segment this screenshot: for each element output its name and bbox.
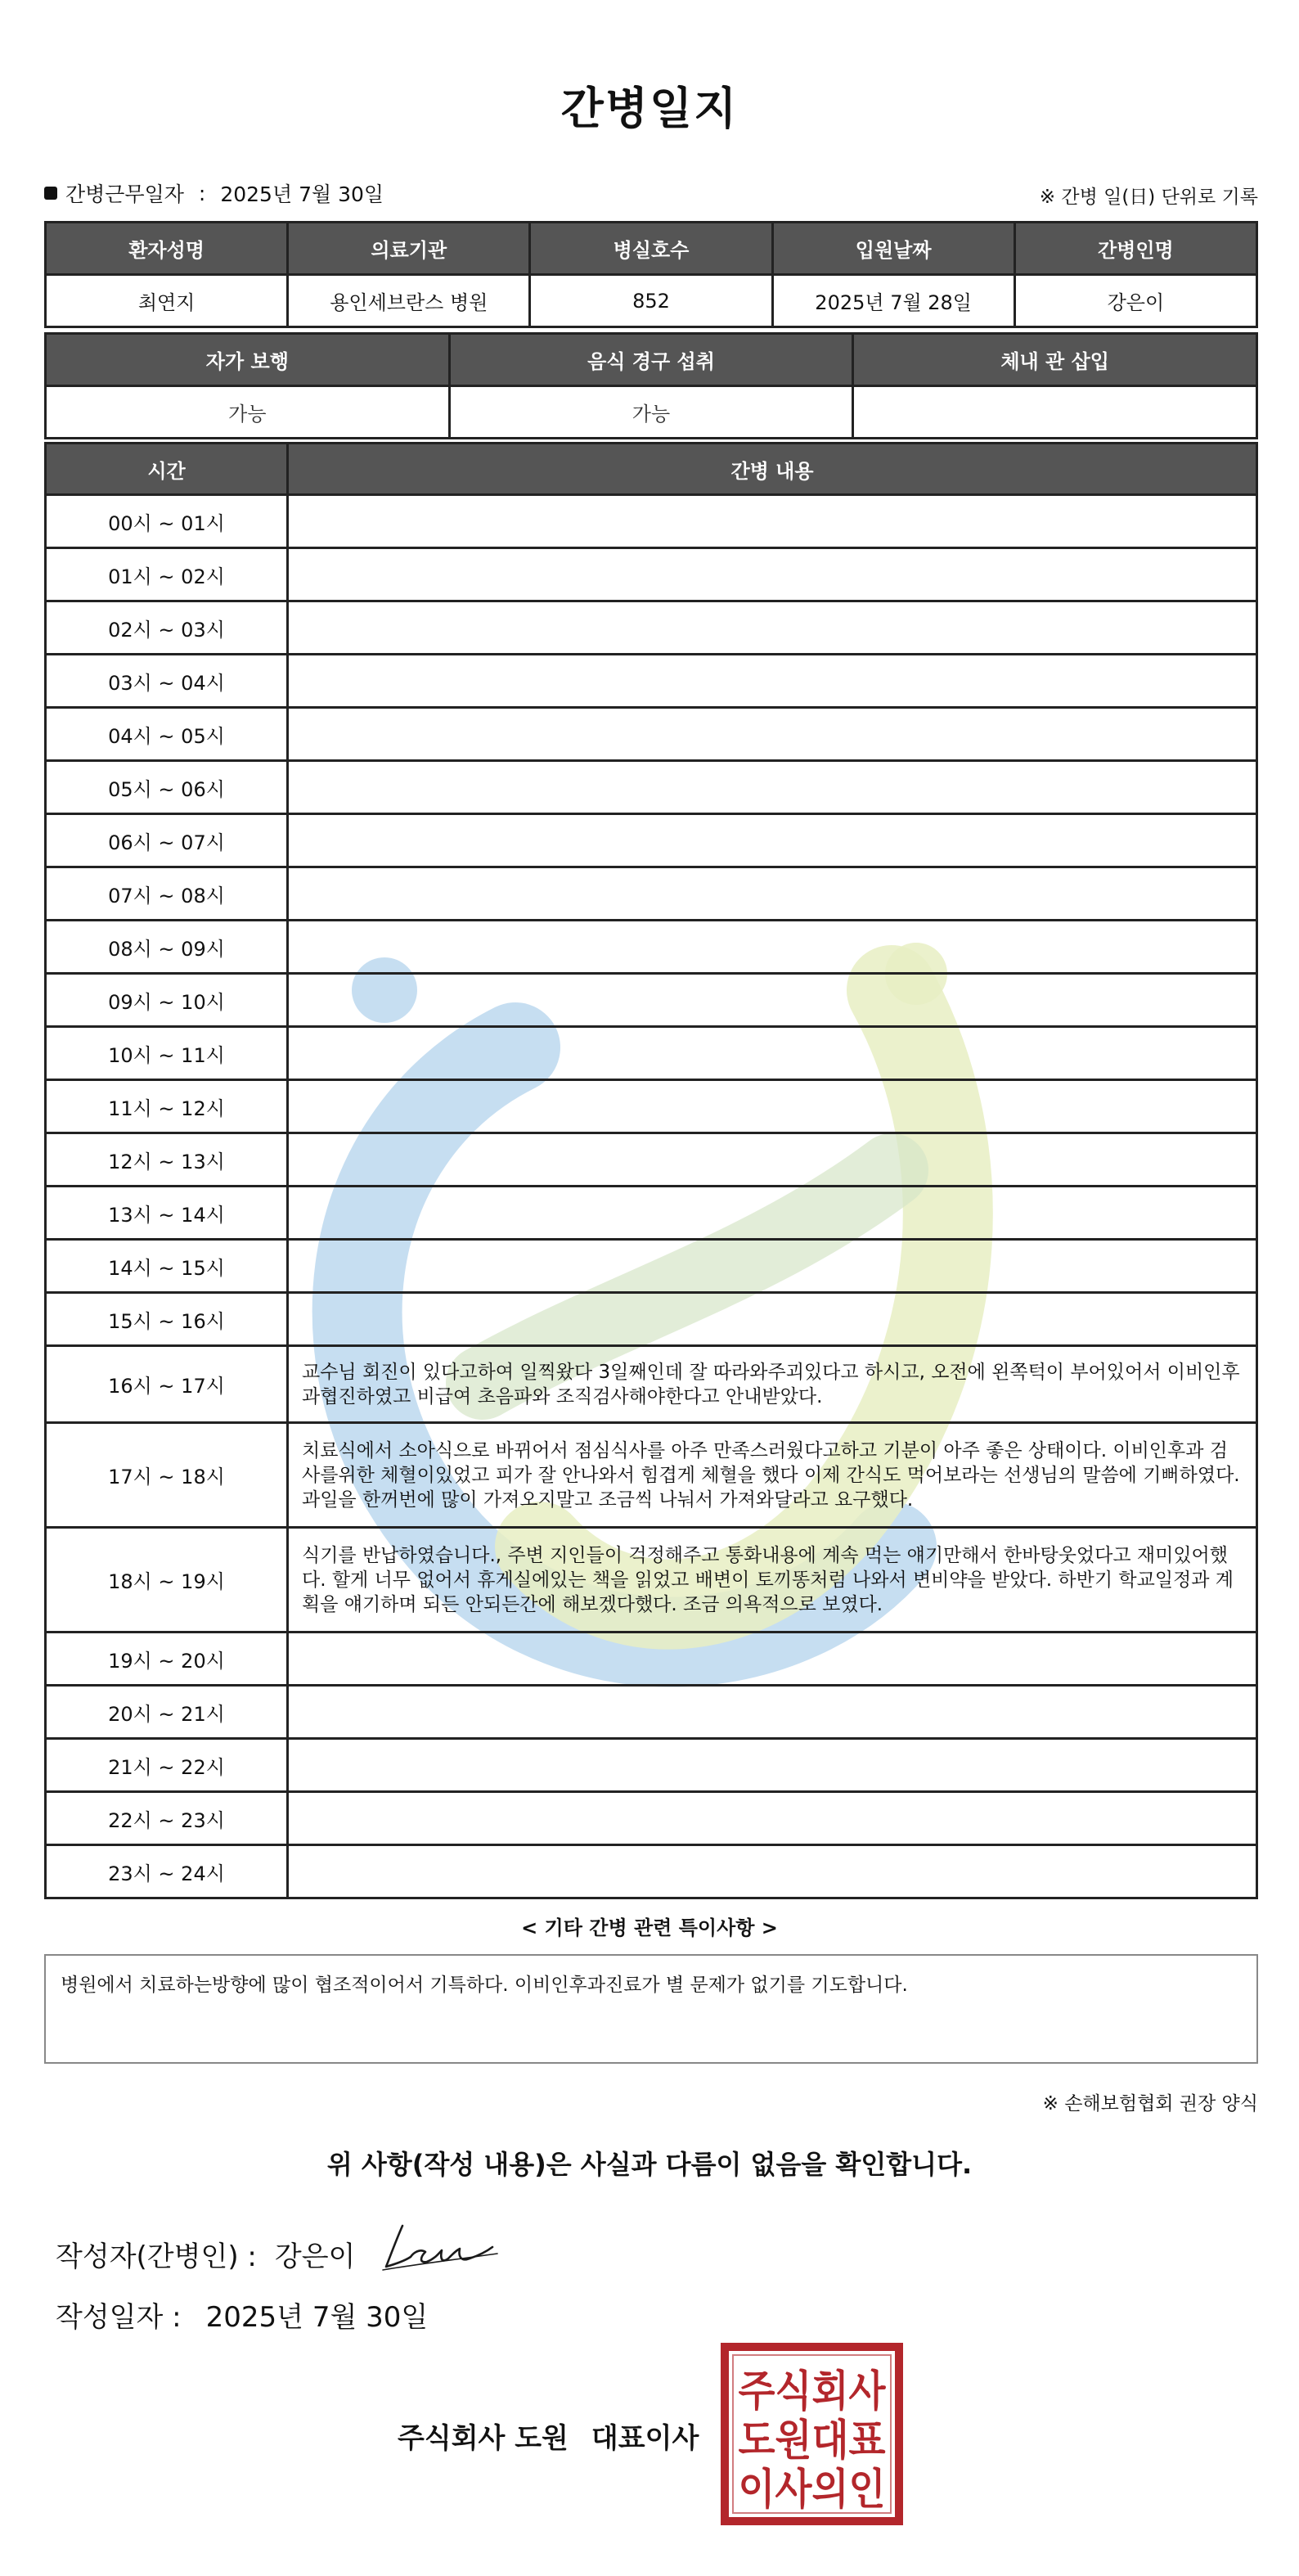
patient-status-table	[44, 332, 1258, 439]
writer-label: 작성자(간병인) :	[56, 2240, 257, 2273]
company-seal-stamp-icon	[720, 2342, 904, 2526]
table-row	[46, 601, 1257, 655]
time-slot: 23시 ~ 24시	[46, 1845, 288, 1898]
table-row	[46, 867, 1257, 921]
work-date-line	[44, 178, 384, 208]
work-date-value: 2025년 7월 30일	[220, 182, 384, 206]
care-content	[288, 1686, 1257, 1739]
table-row	[46, 1792, 1257, 1845]
table-row	[46, 1027, 1257, 1080]
time-slot: 01시 ~ 02시	[46, 548, 288, 601]
table-row	[46, 1686, 1257, 1739]
care-content	[288, 708, 1257, 761]
seal-line-1: 주식회사	[738, 2367, 887, 2416]
table-row	[46, 1293, 1257, 1346]
care-content	[288, 1739, 1257, 1792]
recommended-form-note: ※ 손해보험협회 권장 양식	[1042, 2093, 1258, 2114]
care-content	[288, 867, 1257, 921]
bullet-square-icon	[44, 187, 57, 200]
time-slot: 04시 ~ 05시	[46, 708, 288, 761]
table-row	[46, 495, 1257, 548]
time-slot: 14시 ~ 15시	[46, 1240, 288, 1293]
care-content	[288, 1240, 1257, 1293]
written-date-line	[56, 2295, 428, 2335]
time-slot: 07시 ~ 08시	[46, 867, 288, 921]
table-row	[46, 1240, 1257, 1293]
time-slot: 03시 ~ 04시	[46, 655, 288, 708]
table-row	[46, 761, 1257, 814]
table-row	[46, 814, 1257, 867]
care-content	[288, 1633, 1257, 1686]
table-row	[46, 1187, 1257, 1240]
writer-line	[56, 2234, 355, 2274]
time-slot: 05시 ~ 06시	[46, 761, 288, 814]
care-content	[288, 1845, 1257, 1898]
time-slot: 06시 ~ 07시	[46, 814, 288, 867]
hospital-name: 용인세브란스 병원	[288, 275, 530, 327]
table-row	[46, 1845, 1257, 1898]
patient-name: 최연지	[46, 275, 288, 327]
care-content	[288, 655, 1257, 708]
care-content	[288, 1027, 1257, 1080]
header-room: 병실호수	[530, 223, 772, 275]
table-row	[46, 1080, 1257, 1133]
time-slot: 13시 ~ 14시	[46, 1187, 288, 1240]
work-date-label: 간병근무일자	[65, 182, 184, 206]
header-patient-name: 환자성명	[46, 223, 288, 275]
header-admission-date: 입원날짜	[772, 223, 1014, 275]
table-row	[46, 1423, 1257, 1528]
time-slot: 15시 ~ 16시	[46, 1293, 288, 1346]
time-slot: 09시 ~ 10시	[46, 974, 288, 1027]
care-content	[288, 495, 1257, 548]
care-content	[288, 921, 1257, 974]
time-slot: 22시 ~ 23시	[46, 1792, 288, 1845]
care-content	[288, 601, 1257, 655]
table-row	[46, 1633, 1257, 1686]
table-row	[46, 1528, 1257, 1633]
record-unit-note: ※ 간병 일(日) 단위로 기록	[1039, 187, 1258, 208]
care-content: 식기를 반납하였습니다., 주변 지인들이 걱정해주고 통화내용에 계속 먹는 얘기만해서 한바탕웃었다고 재미있어했다. 할게 너무 없어서 휴게실에있는 책을 읽었고 배변이 토끼똥처럼 나와서 변비약을 받았다. 하반기 학교일정과 계획을 얘기하며 되든 안되든간에 해보겠다했다. 조금 의욕적으로 보였다.	[288, 1528, 1257, 1633]
special-notes-heading: < 기타 간병 관련 특이사항 >	[521, 1916, 778, 1939]
care-content	[288, 548, 1257, 601]
care-content	[288, 1293, 1257, 1346]
care-content	[288, 974, 1257, 1027]
admission-date: 2025년 7월 28일	[772, 275, 1014, 327]
care-content	[288, 1187, 1257, 1240]
company-name: 주식회사 도원	[398, 2422, 569, 2455]
written-date-value: 2025년 7월 30일	[205, 2301, 429, 2334]
time-slot: 02시 ~ 03시	[46, 601, 288, 655]
page-title: 간병일지	[560, 83, 739, 134]
header-self-walking: 자가 보행	[46, 334, 450, 386]
care-content	[288, 761, 1257, 814]
care-content: 교수님 회진이 있다고하여 일찍왔다 3일째인데 잘 따라와주괴있다고 하시고, 오전에 왼쪽턱이 부어있어서 이비인후과협진하였고 비급여 초음파와 조직검사해야한다고 안내받았다.	[288, 1346, 1257, 1423]
written-date-label: 작성일자 :	[56, 2301, 182, 2334]
time-slot: 10시 ~ 11시	[46, 1027, 288, 1080]
care-content	[288, 814, 1257, 867]
time-slot: 20시 ~ 21시	[46, 1686, 288, 1739]
room-number: 852	[530, 275, 772, 327]
header-tube-insertion: 체내 관 삽입	[853, 334, 1257, 386]
header-oral-intake: 음식 경구 섭취	[449, 334, 853, 386]
time-slot: 21시 ~ 22시	[46, 1739, 288, 1792]
table-row	[46, 974, 1257, 1027]
care-content: 치료식에서 소아식으로 바뀌어서 점심식사를 아주 만족스러웠다고하고 기분이 아주 좋은 상태이다. 이비인후과 검사를위한 체혈이있었고 피가 잘 안나와서 힘겹게 체혈을 했다 이제 간식도 먹어보라는 선생님의 말씀에 기뻐하였다. 과일을 한꺼번에 많이 가져오지말고 조금씩 나눠서 가져와달라고 요구했다.	[288, 1423, 1257, 1528]
company-title: 대표이사	[591, 2422, 699, 2455]
confirmation-statement: 위 사항(작성 내용)은 사실과 다름이 없음을 확인합니다.	[326, 2149, 973, 2180]
special-notes-box: 병원에서 치료하는방향에 많이 협조적이어서 기특하다. 이비인후과진료가 별 문제가 없기를 기도합니다.	[44, 1954, 1258, 2064]
header-care-content: 간병 내용	[288, 444, 1257, 495]
table-row	[46, 1346, 1257, 1423]
time-slot: 19시 ~ 20시	[46, 1633, 288, 1686]
self-walking-value: 가능	[46, 386, 450, 439]
time-slot: 17시 ~ 18시	[46, 1423, 288, 1528]
patient-info-table	[44, 221, 1258, 328]
company-signature-line	[398, 2416, 699, 2456]
header-time: 시간	[46, 444, 288, 495]
care-content	[288, 1080, 1257, 1133]
time-slot: 16시 ~ 17시	[46, 1346, 288, 1423]
caregiver-name: 강은이	[1014, 275, 1256, 327]
time-slot: 18시 ~ 19시	[46, 1528, 288, 1633]
time-slot: 00시 ~ 01시	[46, 495, 288, 548]
time-slot: 11시 ~ 12시	[46, 1080, 288, 1133]
time-slot: 12시 ~ 13시	[46, 1133, 288, 1187]
table-row	[46, 921, 1257, 974]
table-row	[46, 708, 1257, 761]
tube-insertion-value	[853, 386, 1257, 439]
table-row	[46, 548, 1257, 601]
care-content	[288, 1133, 1257, 1187]
seal-line-2: 도원대표	[738, 2416, 886, 2466]
care-log-table	[44, 442, 1258, 1899]
care-content	[288, 1792, 1257, 1845]
oral-intake-value: 가능	[449, 386, 853, 439]
seal-line-3: 이사의인	[738, 2466, 886, 2515]
header-hospital: 의료기관	[288, 223, 530, 275]
table-row	[46, 1739, 1257, 1792]
writer-name: 강은이	[274, 2240, 356, 2273]
table-row	[46, 655, 1257, 708]
table-row	[46, 1133, 1257, 1187]
time-slot: 08시 ~ 09시	[46, 921, 288, 974]
header-caregiver-name: 간병인명	[1014, 223, 1256, 275]
signature-image	[378, 2216, 501, 2281]
work-date-separator: :	[198, 181, 206, 205]
